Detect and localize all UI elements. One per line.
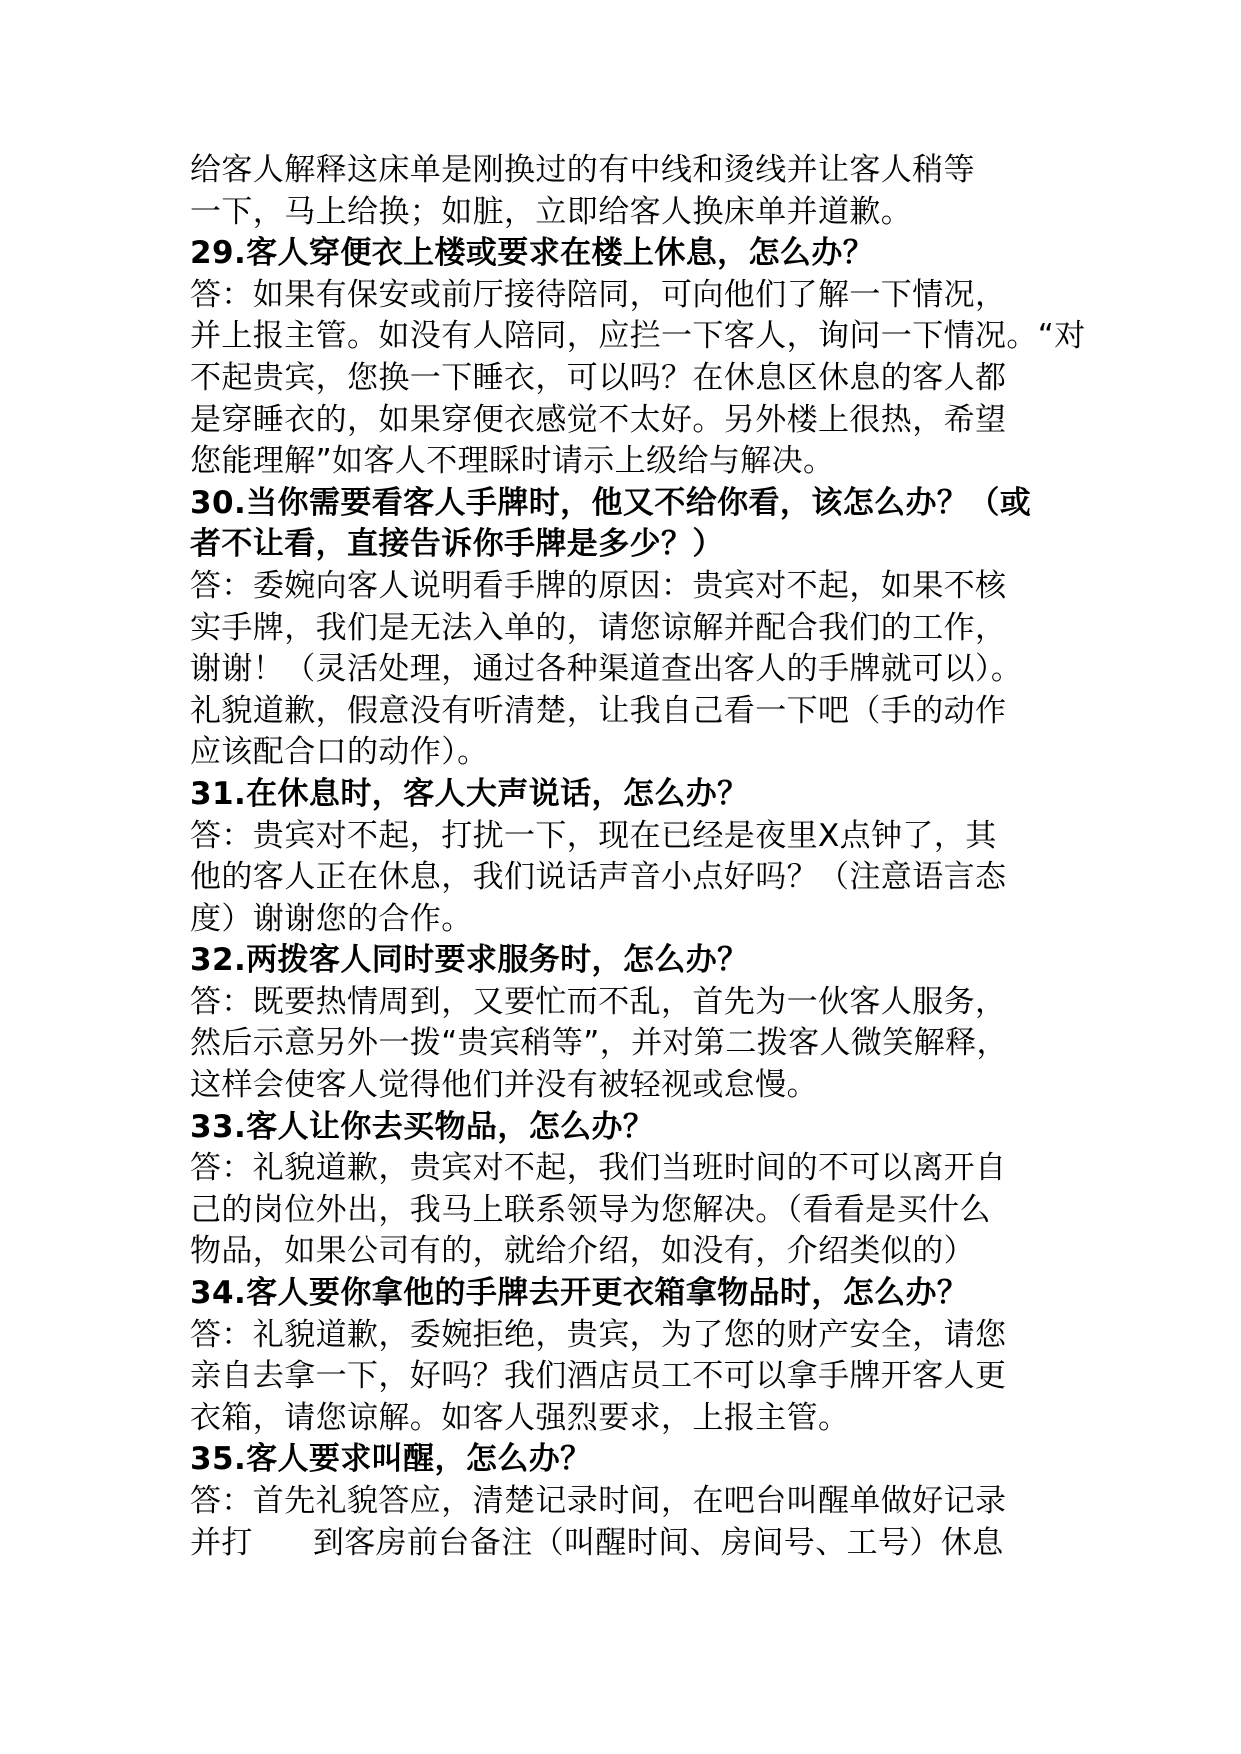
answer-line: 谢谢！（灵活处理，通过各种渠道查出客人的手牌就可以）。: [190, 651, 1023, 688]
answer-line: 是穿睡衣的，如果穿便衣感觉不太好。另外楼上很热，希望: [190, 401, 1007, 438]
body-line: 给客人解释这床单是刚换过的有中线和烫线并让客人稍等: [190, 152, 975, 188]
document-page: [190, 150, 1086, 1564]
answer-line: 答：既要热情周到，又要忙而不乱，首先为一伙客人服务，: [190, 983, 1007, 1020]
answer-line: 度）谢谢您的合作。: [190, 900, 473, 937]
answer-line-split: [190, 1523, 1070, 1565]
answer-line: 答：首先礼貌答应，清楚记录时间，在吧台叫醒单做好记录: [190, 1483, 1007, 1519]
answer-line: 答：如果有保安或前厅接待陪同，可向他们了解一下情况，: [190, 276, 1007, 313]
answer-line: 物品，如果公司有的，就给介绍，如没有，介绍类似的）: [190, 1233, 975, 1270]
answer-line: 答：礼貌道歉，贵宾对不起，我们当班时间的不可以离开自: [190, 1150, 1007, 1187]
answer-line: 礼貌道歉，假意没有听清楚，让我自己看一下吧（手的动作: [190, 692, 1007, 729]
question-heading: 29.客人穿便衣上楼或要求在楼上休息，怎么办？: [190, 235, 875, 272]
answer-line: 并上报主管。如没有人陪同，应拦一下客人，询问一下情况。“对: [190, 318, 1086, 355]
question-heading: 32.两拨客人同时要求服务时，怎么办？: [190, 942, 749, 979]
answer-line-part: 到客房前台备注（叫醒时间、房间号、工号）休息: [312, 1524, 1004, 1561]
answer-line: 应该配合口的动作）。: [190, 734, 489, 771]
answer-line: 实手牌，我们是无法入单的，请您谅解并配合我们的工作，: [190, 609, 1007, 646]
answer-line-part: 并打: [190, 1524, 253, 1561]
answer-line: 己的岗位外出，我马上联系领导为您解决。（看看是买什么: [190, 1191, 991, 1228]
question-heading: 35.客人要求叫醒，怎么办？: [190, 1441, 592, 1478]
answer-line: 亲自去拿一下，好吗？我们酒店员工不可以拿手牌开客人更: [190, 1358, 1007, 1395]
answer-line: 然后示意另外一拨“贵宾稍等”，并对第二拨客人微笑解释，: [190, 1025, 1008, 1062]
question-heading: 者不让看，直接告诉你手牌是多少？）: [190, 526, 724, 563]
answer-line: 答：礼貌道歉，委婉拒绝，贵宾，为了您的财产安全，请您: [190, 1316, 1007, 1353]
question-heading: 30.当你需要看客人手牌时，他又不给你看，该怎么办？（或: [190, 484, 1032, 521]
answer-line: 您能理解”如客人不理睬时请示上级给与解决。: [190, 443, 835, 480]
answer-line: 衣箱，请您谅解。如客人强烈要求，上报主管。: [190, 1399, 850, 1436]
answer-line: 这样会使客人觉得他们并没有被轻视或怠慢。: [190, 1067, 818, 1104]
question-heading: 33.客人让你去买物品，怎么办？: [190, 1108, 655, 1145]
answer-line: 他的客人正在休息，我们说话声音小点好吗？（注意语言态: [190, 859, 1007, 896]
body-line: 一下，马上给换；如脏，立即给客人换床单并道歉。: [190, 193, 913, 230]
answer-line: 答：贵宾对不起，打扰一下，现在已经是夜里X点钟了，其: [190, 817, 997, 854]
answer-line: 不起贵宾，您换一下睡衣，可以吗？在休息区休息的客人都: [190, 359, 1007, 396]
answer-line: 答：委婉向客人说明看手牌的原因：贵宾对不起，如果不核: [190, 567, 1007, 604]
question-heading: 31.在休息时，客人大声说话，怎么办？: [190, 775, 749, 812]
question-heading: 34.客人要你拿他的手牌去开更衣箱拿物品时，怎么办？: [190, 1275, 969, 1312]
